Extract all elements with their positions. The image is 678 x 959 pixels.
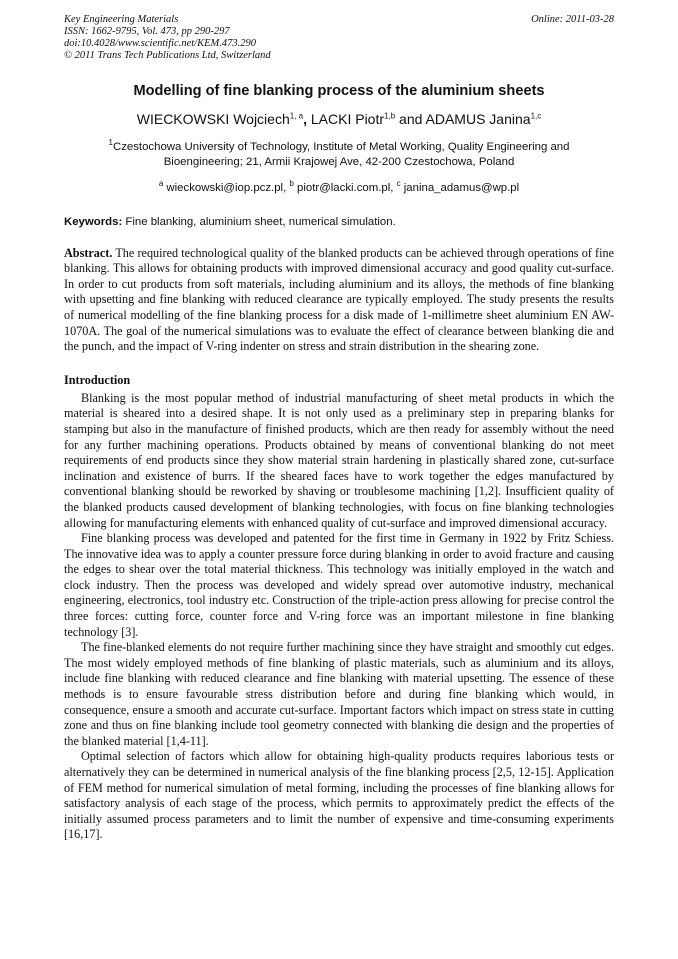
doi-line: doi:10.4028/www.scientific.net/KEM.473.290 [64, 38, 256, 49]
email-b-marker: b [289, 178, 294, 188]
intro-paragraph-2: Fine blanking process was developed and patented for the first time in Germany in 1922 by Fritz Schiess. The innovative idea was to apply a counter pressure force during blanking in order to avoid fracture and causing the edges to shear over the total material thickness. This technology was initially employed in the watch and clock industry. Then the process was developed and widely spread over automotive industry, mechanical engineering, electronics, tool industry etc. Construction of the triple-action press allowing for precise control the three forces: cutting force, counter force and V-ring force was an important milestone in fine blanking technology [3]. [64, 531, 614, 639]
author-sep-1: , [303, 111, 311, 127]
author-3-affil: 1,c [530, 111, 542, 121]
abstract [64, 246, 614, 355]
issn-line: ISSN: 1662-9795, Vol. 473, pp 290-297 [64, 26, 230, 37]
abstract-label: Abstract. [64, 245, 113, 260]
email-c-marker: c [396, 178, 401, 188]
author-sep-2: and [395, 111, 426, 127]
affiliation [64, 135, 614, 170]
email-a-marker: a [158, 178, 164, 188]
affiliation-line-1: Czestochowa University of Technology, Institute of Metal Working, Quality Engineering and [112, 140, 570, 153]
keywords-text: Fine blanking, aluminium sheet, numerical simulation. [122, 215, 396, 228]
intro-paragraph-4: Optimal selection of factors which allow for obtaining high-quality products requires laborious tests or alternatively they can be determined in numerical analysis of the fine blanking process [2,5, 12-15]. Application of FEM method for numerical simulation of metal forming, including the processes of fine blanking allows for satisfactory analysis of each stage of the process, which permits to approximately predict the effects of the initially assumed process parameters and to limit the number of expensive and time-consuming experiments [16,17]. [64, 749, 614, 842]
author-3: ADAMUS Janina [425, 111, 531, 127]
email-a: wieckowski@iop.pcz.pl, [163, 181, 290, 194]
header-left [64, 14, 271, 62]
journal-header [64, 14, 614, 62]
intro-paragraph-3: The fine-blanked elements do not require further machining since they have straight and smoothly cut edges. The most widely employed methods of fine blanking of plastic materials, such as aluminium and its alloys, include fine blanking with reduced clearance and fine blanking with material upsetting. The essence of these methods is to ensure favourable stress distribution before and during fine blanking which would, in consequence, ensure a smooth and accurate cut-surface. Important factors which impact on stress state in cutting zone and thus on fine blanking include tool geometry connected with blanking die design and the properties of the blanked material [1,4-11]. [64, 640, 614, 748]
author-list [64, 111, 614, 127]
online-date: Online: 2011-03-28 [531, 14, 614, 25]
journal-name: Key Engineering Materials [64, 14, 179, 25]
author-1-affil: 1, a [289, 111, 304, 121]
paper-page [64, 14, 614, 843]
abstract-text: The required technological quality of the blanked products can be achieved through operations of fine blanking. This allows for obtaining products with improved dimensional accuracy and good quality cut-surface. In order to cut products from soft materials, including aluminium and its alloys, the methods of fine blanking with upsetting and fine blanking with reduced clearance are typically employed. The study presents the results of numerical modelling of the fine blanking process for a disk made of 1-millimetre sheet aluminium EN AW-1070A. The goal of the numerical simulations was to evaluate the effect of clearance between blanking die and the punch, and the impact of V-ring indenter on stress and strain distribution in the shearing zone. [64, 245, 614, 354]
email-c: janina_adamus@wp.pl [400, 181, 520, 194]
author-2: LACKI Piotr [310, 111, 385, 127]
intro-paragraph-1: Blanking is the most popular method of industrial manufacturing of sheet metal products in which the material is sheared into a desired shape. It is not only used as a preliminary step in preparing blanks for stamping but also in the manufacture of finished products, which are then ready for assembly without the need for any further machining operations. Products obtained by means of conventional blanking do not meet requirements of end products since they show material strain hardening in plastically shared zone, cut-surface inclination and existence of burrs. If the sheared faces have to work together the edges manufactured by conventional blanking should be reworked by shaving or troublesome machining [1,2]. Insufficient quality of the blanked products caused development of blanking technologies, with focus on fine blanking technologies allowing for manufacturing elements with enhanced quality of cut-surface and improved dimensional accuracy. [64, 390, 614, 530]
keywords-label: Keywords: [64, 215, 123, 228]
affiliation-line-2: Bioengineering; 21, Armii Krajowej Ave, 42-200 Czestochowa, Poland [163, 155, 515, 168]
paper-title: Modelling of fine blanking process of the aluminium sheets [133, 83, 545, 99]
author-2-affil: 1,b [384, 111, 396, 121]
email-b: piotr@lacki.com.pl, [293, 181, 397, 194]
affiliation-marker: 1 [108, 138, 113, 147]
section-heading-introduction: Introduction [64, 372, 131, 387]
email-list [64, 179, 614, 194]
copyright-line: © 2011 Trans Tech Publications Ltd, Switzerland [64, 50, 271, 61]
keywords [64, 216, 614, 228]
author-1: WIECKOWSKI Wojciech [136, 111, 290, 127]
